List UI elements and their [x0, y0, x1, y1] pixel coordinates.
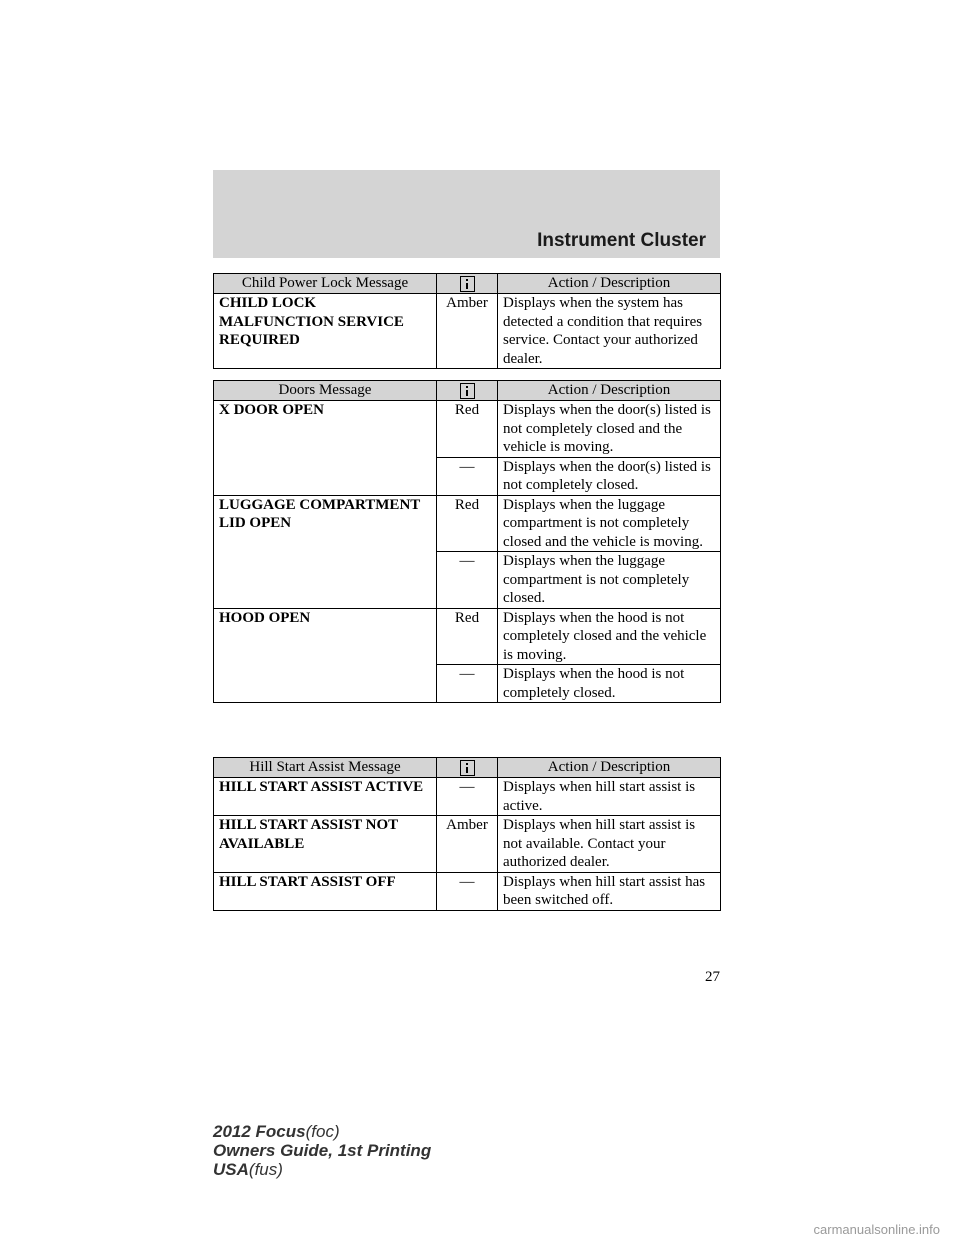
child-power-lock-table [213, 273, 721, 369]
message-description: Displays when the hood is not completely closed and the vehicle is moving. [498, 608, 721, 665]
header-icon-cell [437, 274, 498, 294]
message-color: — [437, 778, 498, 816]
watermark: carmanualsonline.info [813, 1222, 940, 1237]
message-description: Displays when hill start assist is active. [498, 778, 721, 816]
footer-line-guide [213, 1141, 431, 1160]
message-name: HILL START ASSIST ACTIVE [214, 778, 437, 816]
table-row [214, 608, 721, 665]
footer-guide: Owners Guide, 1st Printing [213, 1141, 432, 1160]
header-action: Action / Description [498, 381, 721, 401]
message-description: Displays when the system has detected a condition that requires service. Contact your authorized dealer. [498, 294, 721, 369]
section-title: Instrument Cluster [537, 230, 706, 251]
message-name: CHILD LOCK MALFUNCTION SERVICE REQUIRED [214, 294, 437, 369]
table-row [214, 401, 721, 458]
message-name: HOOD OPEN [214, 608, 437, 703]
table-header-row [214, 274, 721, 294]
table-header-row [214, 381, 721, 401]
message-description: Displays when hill start assist is not available. Contact your authorized dealer. [498, 816, 721, 873]
section-header-bar [213, 170, 720, 258]
message-description: Displays when the door(s) listed is not completely closed and the vehicle is moving. [498, 401, 721, 458]
message-name: HILL START ASSIST NOT AVAILABLE [214, 816, 437, 873]
message-color: Red [437, 495, 498, 552]
table-row [214, 872, 721, 910]
page-number: 27 [705, 969, 720, 985]
footer-imprint [213, 1122, 431, 1179]
message-color: Amber [437, 294, 498, 369]
header-message: Child Power Lock Message [214, 274, 437, 294]
message-description: Displays when hill start assist has been switched off. [498, 872, 721, 910]
table-row [214, 816, 721, 873]
header-action: Action / Description [498, 758, 721, 778]
message-color: — [437, 665, 498, 703]
info-icon [460, 383, 475, 399]
message-color: — [437, 552, 498, 609]
doors-table [213, 380, 721, 703]
message-color: — [437, 872, 498, 910]
table-header-row [214, 758, 721, 778]
message-description: Displays when the luggage compartment is not completely closed and the vehicle is moving. [498, 495, 721, 552]
header-message: Hill Start Assist Message [214, 758, 437, 778]
footer-model: 2012 Focus [213, 1122, 306, 1141]
header-icon-cell [437, 381, 498, 401]
footer-line-market [213, 1160, 431, 1179]
footer-model-code: (foc) [305, 1122, 340, 1141]
footer-line-model [213, 1122, 431, 1141]
table-row [214, 495, 721, 552]
message-description: Displays when the hood is not completely closed. [498, 665, 721, 703]
message-name: X DOOR OPEN [214, 401, 437, 496]
message-name: LUGGAGE COMPARTMENT LID OPEN [214, 495, 437, 608]
message-description: Displays when the luggage compartment is not completely closed. [498, 552, 721, 609]
message-name: HILL START ASSIST OFF [214, 872, 437, 910]
header-action: Action / Description [498, 274, 721, 294]
message-color: Red [437, 401, 498, 458]
info-icon [460, 760, 475, 776]
info-icon [460, 276, 475, 292]
message-color: Red [437, 608, 498, 665]
message-color: Amber [437, 816, 498, 873]
header-message: Doors Message [214, 381, 437, 401]
message-color: — [437, 457, 498, 495]
footer-market: USA [213, 1160, 249, 1179]
table-row [214, 294, 721, 369]
header-icon-cell [437, 758, 498, 778]
footer-market-code: (fus) [248, 1160, 283, 1179]
hill-start-assist-table [213, 757, 721, 911]
message-description: Displays when the door(s) listed is not completely closed. [498, 457, 721, 495]
table-row [214, 778, 721, 816]
